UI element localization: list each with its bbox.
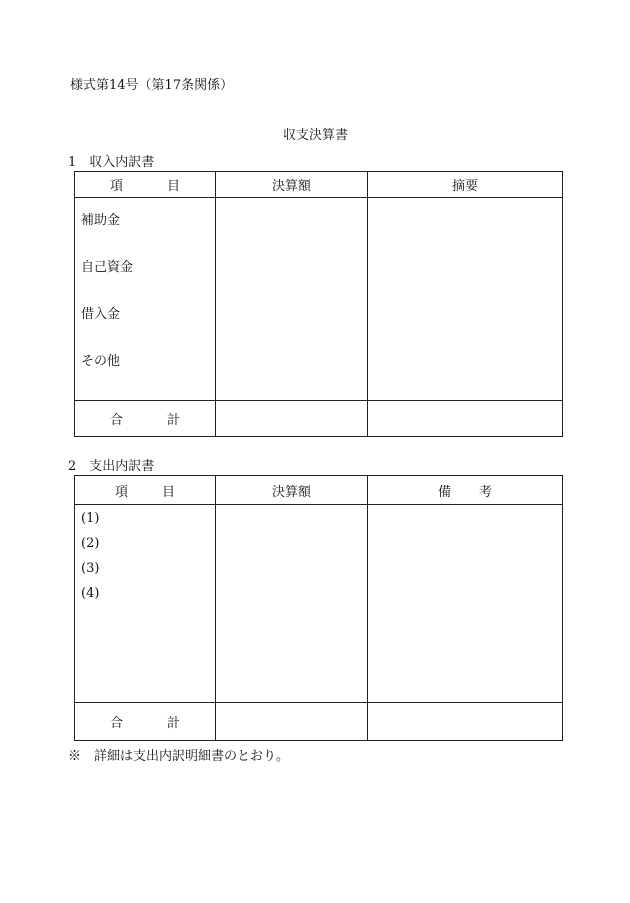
- expense-items-cell: [75, 505, 216, 703]
- income-item: その他: [81, 354, 121, 369]
- income-total-row: [75, 401, 563, 437]
- expense-item: (3): [81, 561, 100, 576]
- income-item: 自己資金: [81, 260, 134, 275]
- expense-item: (4): [81, 586, 100, 601]
- income-col-remarks: 摘要: [368, 172, 563, 198]
- expense-total-amount-cell[interactable]: [216, 703, 368, 741]
- expense-body-row: [75, 505, 563, 703]
- expense-total-row: [75, 703, 563, 741]
- income-item: 借入金: [81, 307, 121, 322]
- document-title: 収支決算書: [283, 128, 349, 143]
- income-total-amount-cell[interactable]: [216, 401, 368, 437]
- form-number: 様式第14号（第17条関係）: [70, 78, 234, 93]
- expense-item: (2): [81, 536, 100, 551]
- income-col-item-a: 項: [109, 179, 123, 194]
- footnote: ※ 詳細は支出内訳明細書のとおり。: [68, 749, 290, 764]
- income-header-row: [75, 172, 563, 198]
- expense-amount-cell[interactable]: [216, 505, 368, 703]
- expense-table: [74, 475, 563, 741]
- income-table: [74, 171, 563, 437]
- expense-header-row: [75, 476, 563, 505]
- expense-section-heading: 2 支出内訳書: [68, 459, 155, 474]
- income-col-amount: 決算額: [216, 172, 368, 198]
- expense-remarks-cell[interactable]: [368, 505, 563, 703]
- income-col-item-b: 目: [167, 179, 181, 194]
- expense-item: (1): [81, 511, 100, 526]
- income-col-item: [75, 172, 216, 198]
- income-body-row: [75, 198, 563, 401]
- income-total-label: 合 計: [75, 401, 216, 437]
- income-section-heading: 1 収入内訳書: [68, 155, 155, 170]
- income-item: 補助金: [81, 213, 121, 228]
- expense-col-item: 項 目: [75, 476, 216, 505]
- expense-col-remarks: 備 考: [368, 476, 563, 505]
- income-items-cell: [75, 198, 216, 401]
- expense-total-label: 合 計: [75, 703, 216, 741]
- income-remarks-cell[interactable]: [368, 198, 563, 401]
- income-amount-cell[interactable]: [216, 198, 368, 401]
- income-total-remarks-cell[interactable]: [368, 401, 563, 437]
- expense-total-remarks-cell[interactable]: [368, 703, 563, 741]
- expense-col-amount: 決算額: [216, 476, 368, 505]
